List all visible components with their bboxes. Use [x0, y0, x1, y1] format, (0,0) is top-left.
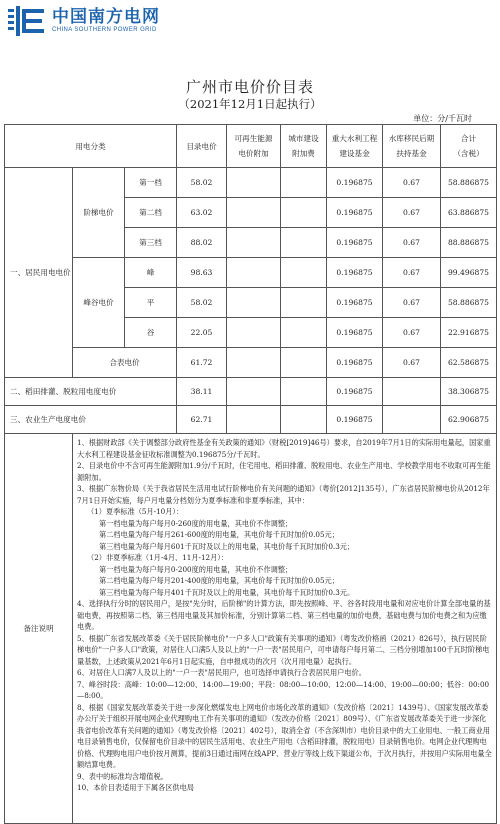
note-item: 1、根据财政部《关于调整部分政府性基金有关政策的通知》（财税[2019]46号）要求，自2019年7月1日的实际用电量起，国家重大水利工程建设基金征收标准调整为0.196875分/千瓦时。	[77, 438, 491, 459]
total-price: 62.586875	[441, 348, 497, 378]
note-item: 第二档电量为每户每月201-400度的用电量，其电价每千瓦时加价0.05元；	[99, 576, 339, 585]
header-urban-line1: 城市建设	[288, 134, 319, 143]
combined-label: 合表电价	[73, 348, 177, 378]
header-total	[441, 125, 497, 168]
note-item: 10、本价目表适用于下属各区供电局	[77, 783, 194, 792]
reservoir-fund	[383, 378, 441, 406]
urban-cell	[281, 348, 327, 378]
header-reservoir-line2: 扶持基金	[396, 149, 427, 158]
header-renewable-line2: 电价附加	[238, 149, 269, 158]
note-item: 第一档电量为每户每月0-260度的用电量，其电价不作调整；	[99, 518, 293, 528]
hydro-fund: 0.196875	[327, 406, 383, 434]
note-item: 第三档电量为每户每月601千瓦时及以上的用电量，其电价每千瓦时加价0.3元；	[99, 541, 355, 551]
urban-cell	[281, 318, 327, 348]
header-row	[5, 125, 497, 168]
table-row	[5, 348, 497, 378]
reservoir-fund	[383, 406, 441, 434]
total-price: 63.886875	[441, 198, 497, 228]
reservoir-fund: 0.67	[383, 288, 441, 318]
table-row	[5, 258, 497, 288]
tou-name: 谷	[125, 318, 177, 348]
catalog-price: 88.02	[177, 228, 227, 258]
header-hydro-line2: 建设基金	[339, 149, 370, 158]
unit-label: 单位：分/千瓦时	[413, 114, 472, 123]
header-reservoir-line1: 水库移民后期	[388, 134, 435, 143]
agriculture-label: 三、农业生产电度电价	[5, 406, 177, 434]
note-item: 第一档电量为每户每月0-200度的用电量，其电价不作调整；	[99, 564, 293, 574]
total-price: 58.886875	[441, 168, 497, 198]
reservoir-fund: 0.67	[383, 318, 441, 348]
urban-cell	[281, 198, 327, 228]
urban-cell	[281, 258, 327, 288]
price-table	[4, 124, 497, 824]
note-item: （2）非夏季标准（1月-4月、11月-12月）：	[87, 553, 229, 562]
renewable-cell	[227, 198, 281, 228]
header-hydro-line1: 重大水利工程	[331, 134, 378, 143]
note-item: 3、根据广东物价局《关于我省居民生活用电试行阶梯电价有关问题的通知》（粤价[2012]135号），广东省居民阶梯电价从2012年7月1日开始实施，每户月电量分档划分为夏季标准和非夏季标准，其中：	[77, 484, 490, 505]
irrigation-label: 二、稻田排灌、脱粒用电度电价	[5, 378, 177, 406]
table-row	[5, 406, 497, 434]
note-item: 4、选择执行分时的居民用户，是按"先分时，后阶梯"的计算方法，即先按照峰、平、谷各时段用电量和对应电价计算全部电量的基础电费，再按照第二档、第三档用电量及其加价标准，分别计算第二档、第三档电量的加价电费，基础电费与加价电费之和为应缴电费。	[77, 599, 491, 631]
reservoir-fund: 0.67	[383, 348, 441, 378]
total-price: 99.496875	[441, 258, 497, 288]
note-item: 7、峰谷时段：高峰：10:00—12:00、14:00—19:00；平段：08:00—10:00、12:00—14:00、19:00—00:00；低谷：00:00—8:00。	[77, 679, 490, 700]
catalog-price: 98.63	[177, 258, 227, 288]
residential-label: 一、居民用电电价	[5, 168, 73, 378]
catalog-price: 22.05	[177, 318, 227, 348]
urban-cell	[281, 168, 327, 198]
note-item: 2、目录电价中不含可再生能源附加1.9分/千瓦时，住宅用电、稻田排灌、脱粒用电、农业生产用电、学校教学用电不收取可再生能源附加。	[77, 461, 491, 482]
reservoir-fund: 0.67	[383, 168, 441, 198]
reservoir-fund: 0.67	[383, 258, 441, 288]
note-item: 第三档电量为每户每月401千瓦时及以上的用电量，其电价每千瓦时加价0.3元。	[99, 587, 355, 597]
total-price: 38.306875	[441, 378, 497, 406]
note-item: 第二档电量为每户每月261-600度的用电量，其电价每千瓦时加价0.05元；	[99, 530, 339, 539]
hydro-fund: 0.196875	[327, 198, 383, 228]
renewable-cell	[227, 378, 281, 406]
catalog-price: 63.02	[177, 198, 227, 228]
renewable-cell	[227, 288, 281, 318]
note-item: 6、对居住人口满7人及以上的"一户一表"居民用户，也可选择申请执行合表居民用户电价。	[77, 668, 366, 677]
reservoir-fund: 0.67	[383, 228, 441, 258]
catalog-price: 38.11	[177, 378, 227, 406]
tier-name: 第一档	[125, 168, 177, 198]
page-subtitle: （2021年12月1日起执行）	[178, 97, 322, 111]
tou-label: 峰谷电价	[73, 258, 125, 348]
brand-name-en: CHINA SOUTHERN POWER GRID	[52, 27, 157, 33]
renewable-cell	[227, 348, 281, 378]
header-category: 用电分类	[5, 125, 177, 168]
tou-name: 平	[125, 288, 177, 318]
header-reservoir	[383, 125, 441, 168]
catalog-price: 62.71	[177, 406, 227, 434]
renewable-cell	[227, 258, 281, 288]
brand-header	[8, 4, 160, 38]
header-catalog: 目录电价	[177, 125, 227, 168]
renewable-cell	[227, 228, 281, 258]
note-item: 9、表中的标准均含增值税。	[77, 771, 168, 781]
urban-cell	[281, 406, 327, 434]
notes-row	[5, 434, 497, 824]
hydro-fund: 0.196875	[327, 378, 383, 406]
total-price: 62.906875	[441, 406, 497, 434]
catalog-price: 58.02	[177, 168, 227, 198]
renewable-cell	[227, 318, 281, 348]
notes-cell	[73, 434, 497, 824]
hydro-fund: 0.196875	[327, 288, 383, 318]
urban-cell	[281, 378, 327, 406]
catalog-price: 58.02	[177, 288, 227, 318]
header-total-line1: 合计	[460, 134, 477, 143]
note-item: （1）夏季标准（5月-10月）：	[87, 507, 184, 516]
tier-name: 第二档	[125, 198, 177, 228]
csg-logo-icon	[8, 6, 46, 36]
hydro-fund: 0.196875	[327, 318, 383, 348]
hydro-fund: 0.196875	[327, 228, 383, 258]
header-hydro	[327, 125, 383, 168]
tier-name: 第三档	[125, 228, 177, 258]
total-price: 88.886875	[441, 228, 497, 258]
hydro-fund: 0.196875	[327, 348, 383, 378]
note-item: 8、根据《国家发展改革委关于进一步深化燃煤发电上网电价市场化改革的通知》（发改价格〔2021〕1439号）、《国家发展改革委办公厅关于组织开展电网企业代理购电工作有关事项的通知》（发改办价格〔2021〕809号）、《广东省发展改革委关于进一步深化我省电价改革有关问题的通知》（粤发改价格〔2021〕402号），取消全省（不含深圳市）电价目录中的大工业用电、一般工商业用电目录销售电价，仅保留电价目录中的居民生活用电、农业生产用电（含稻田排灌，脱粒用电）目录销售电价。电网企业代理购电价格、代理购电用户电价按月测算，提前3日通过南网在线APP、营业厅等线上线下渠道公布，于次月执行，并按用户实际用电量全额结算电费。	[77, 702, 492, 769]
renewable-cell	[227, 168, 281, 198]
table-row	[5, 378, 497, 406]
note-item: 5、根据广东省发展改革委《关于居民阶梯电价"一户多人口"政策有关事项的通知》（粤发改价格函（2021）826号），执行居民阶梯电价"一户多人口"政策，对居住人口满5人及以上的"一户一表"居民用户，可申请每户每月第二、三档分别增加100千瓦时阶梯电量基数，上述政策从2021年6月1日起实施，自申报成功的次月（次月用电量）起执行。	[77, 633, 490, 666]
header-urban	[281, 125, 327, 168]
renewable-cell	[227, 406, 281, 434]
tier-label: 阶梯电价	[73, 168, 125, 258]
hydro-fund: 0.196875	[327, 168, 383, 198]
header-urban-line2: 附加费	[292, 149, 315, 158]
header-total-line2: （含税）	[453, 149, 484, 158]
hydro-fund: 0.196875	[327, 258, 383, 288]
reservoir-fund: 0.67	[383, 198, 441, 228]
table-row	[5, 168, 497, 198]
header-renewable-line1: 可再生能源	[234, 134, 273, 143]
catalog-price: 61.72	[177, 348, 227, 378]
notes-label: 备注说明	[5, 434, 73, 824]
total-price: 22.916875	[441, 318, 497, 348]
header-renewable	[227, 125, 281, 168]
tou-name: 峰	[125, 258, 177, 288]
urban-cell	[281, 288, 327, 318]
urban-cell	[281, 228, 327, 258]
brand-name-cn: 中国南方电网	[52, 7, 160, 27]
notes-list	[77, 437, 492, 794]
total-price: 58.886875	[441, 288, 497, 318]
page-title: 广州市电价价目表	[185, 78, 314, 96]
